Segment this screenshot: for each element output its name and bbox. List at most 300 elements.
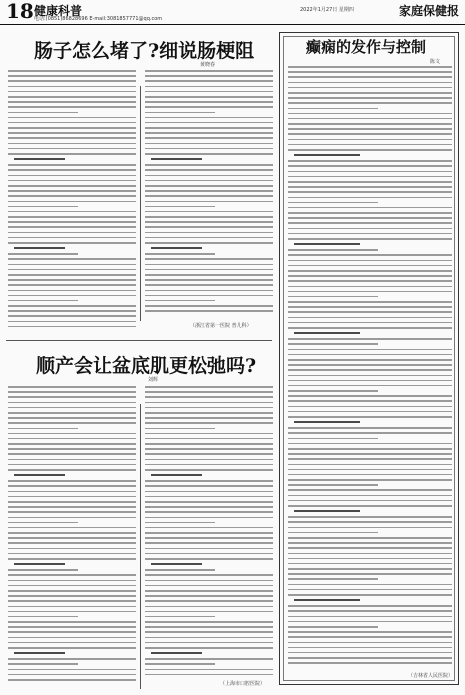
text-line-placeholder: [8, 305, 136, 307]
text-line-placeholder: [288, 474, 452, 476]
subheading-placeholder: [294, 332, 360, 334]
text-line-placeholder: [8, 96, 136, 98]
text-line-placeholder: [145, 491, 273, 493]
text-line-placeholder: [288, 626, 378, 628]
text-line-placeholder: [288, 311, 452, 313]
text-line-placeholder: [8, 585, 136, 587]
text-line-placeholder: [145, 532, 273, 534]
text-line-placeholder: [288, 97, 452, 99]
text-line-placeholder: [288, 254, 452, 256]
text-line-placeholder: [145, 402, 273, 404]
text-line-placeholder: [288, 568, 452, 570]
text-line-placeholder: [8, 501, 136, 503]
text-line-placeholder: [8, 86, 136, 88]
text-line-placeholder: [8, 485, 136, 487]
subheading-placeholder: [14, 563, 65, 565]
text-line-placeholder: [288, 222, 452, 224]
text-line-placeholder: [8, 412, 136, 414]
text-line-placeholder: [288, 458, 452, 460]
text-line-placeholder: [288, 181, 452, 183]
text-line-placeholder: [145, 264, 273, 266]
text-line-placeholder: [145, 616, 215, 618]
text-line-placeholder: [145, 127, 273, 129]
text-line-placeholder: [8, 153, 136, 155]
subheading-placeholder: [14, 652, 65, 654]
text-line-placeholder: [288, 369, 452, 371]
text-line-placeholder: [8, 606, 136, 608]
text-line-placeholder: [288, 505, 452, 507]
text-line-placeholder: [288, 249, 378, 251]
page-number: 18: [6, 0, 34, 23]
text-line-placeholder: [8, 669, 136, 671]
text-line-placeholder: [8, 175, 136, 177]
text-line-placeholder: [288, 563, 452, 565]
text-line-placeholder: [8, 137, 136, 139]
text-line-placeholder: [145, 75, 273, 77]
text-line-placeholder: [8, 75, 136, 77]
text-line-placeholder: [288, 270, 452, 272]
text-line-placeholder: [288, 521, 452, 523]
text-line-placeholder: [288, 202, 378, 204]
text-line-placeholder: [288, 207, 452, 209]
text-line-placeholder: [288, 479, 452, 481]
text-line-placeholder: [145, 407, 273, 409]
text-line-placeholder: [8, 453, 136, 455]
text-line-placeholder: [288, 647, 452, 649]
text-line-placeholder: [8, 274, 136, 276]
text-line-placeholder: [288, 375, 452, 377]
text-line-placeholder: [8, 438, 136, 440]
text-line-placeholder: [8, 637, 136, 639]
text-line-placeholder: [288, 495, 452, 497]
article-body-epilepsy: [288, 66, 452, 666]
text-line-placeholder: [8, 402, 136, 404]
contact-info: 电话:(0851)86828696 E-mail:3081857771@qq.com: [34, 16, 163, 22]
text-line-placeholder: [288, 594, 452, 596]
text-line-placeholder: [288, 260, 452, 262]
text-line-placeholder: [8, 164, 136, 166]
text-line-placeholder: [8, 417, 136, 419]
subheading-placeholder: [294, 154, 360, 156]
text-line-placeholder: [145, 180, 273, 182]
text-line-placeholder: [8, 595, 136, 597]
text-line-placeholder: [8, 143, 136, 145]
article-title-pelvic: 顺产会让盆底肌更松弛吗?: [36, 355, 257, 377]
text-line-placeholder: [288, 364, 452, 366]
text-line-placeholder: [145, 91, 273, 93]
text-line-placeholder: [8, 127, 136, 129]
text-line-placeholder: [8, 117, 136, 119]
text-line-placeholder: [288, 532, 378, 534]
text-line-placeholder: [288, 228, 452, 230]
text-line-placeholder: [288, 578, 378, 580]
text-line-placeholder: [145, 631, 273, 633]
text-line-placeholder: [145, 185, 273, 187]
text-line-placeholder: [8, 532, 136, 534]
text-line-placeholder: [8, 300, 78, 302]
article-body-pelvic-col1: [8, 386, 136, 687]
text-line-placeholder: [145, 143, 273, 145]
paper-name: 家庭保健报: [398, 4, 459, 18]
text-line-placeholder: [145, 386, 273, 388]
text-line-placeholder: [288, 322, 452, 324]
text-line-placeholder: [145, 606, 273, 608]
text-line-placeholder: [288, 87, 452, 89]
article-source-intestine: （浙江省第一医院 普儿科）: [190, 323, 252, 329]
text-line-placeholder: [288, 327, 452, 329]
text-line-placeholder: [145, 647, 273, 649]
text-line-placeholder: [8, 658, 136, 660]
text-line-placeholder: [8, 290, 136, 292]
text-line-placeholder: [288, 411, 452, 413]
text-line-placeholder: [145, 548, 273, 550]
text-line-placeholder: [288, 165, 452, 167]
text-line-placeholder: [288, 642, 452, 644]
text-line-placeholder: [288, 359, 452, 361]
text-line-placeholder: [288, 275, 452, 277]
article-byline-epilepsy: 陈文: [430, 59, 441, 65]
text-line-placeholder: [288, 395, 452, 397]
text-line-placeholder: [288, 527, 452, 529]
text-line-placeholder: [288, 537, 452, 539]
text-line-placeholder: [288, 553, 452, 555]
column-divider: [140, 404, 141, 689]
subheading-placeholder: [151, 474, 202, 476]
text-line-placeholder: [8, 537, 136, 539]
text-line-placeholder: [288, 636, 452, 638]
text-line-placeholder: [145, 480, 273, 482]
text-line-placeholder: [8, 517, 136, 519]
text-line-placeholder: [8, 112, 78, 114]
text-line-placeholder: [288, 186, 452, 188]
subheading-placeholder: [294, 243, 360, 245]
text-line-placeholder: [288, 573, 452, 575]
text-line-placeholder: [288, 589, 452, 591]
text-line-placeholder: [145, 448, 273, 450]
text-line-placeholder: [8, 226, 136, 228]
text-line-placeholder: [8, 201, 136, 203]
text-line-placeholder: [288, 317, 452, 319]
text-line-placeholder: [145, 101, 273, 103]
text-line-placeholder: [288, 464, 452, 466]
text-line-placeholder: [145, 595, 273, 597]
text-line-placeholder: [145, 517, 273, 519]
text-line-placeholder: [145, 542, 273, 544]
text-line-placeholder: [8, 122, 136, 124]
text-line-placeholder: [8, 180, 136, 182]
text-line-placeholder: [8, 169, 136, 171]
text-line-placeholder: [145, 600, 273, 602]
text-line-placeholder: [145, 137, 273, 139]
text-line-placeholder: [288, 212, 452, 214]
text-line-placeholder: [8, 480, 136, 482]
text-line-placeholder: [288, 453, 452, 455]
text-line-placeholder: [288, 349, 452, 351]
text-line-placeholder: [8, 679, 136, 681]
text-line-placeholder: [145, 433, 273, 435]
text-line-placeholder: [288, 652, 452, 654]
text-line-placeholder: [288, 133, 452, 135]
text-line-placeholder: [145, 148, 273, 150]
article-body-pelvic-col2: [145, 386, 273, 678]
text-line-placeholder: [8, 101, 136, 103]
text-line-placeholder: [145, 485, 273, 487]
text-line-placeholder: [145, 506, 273, 508]
text-line-placeholder: [288, 484, 378, 486]
text-line-placeholder: [288, 469, 452, 471]
text-line-placeholder: [288, 448, 452, 450]
text-line-placeholder: [145, 175, 273, 177]
text-line-placeholder: [145, 626, 273, 628]
article-source-pelvic: （上海市口腔医院）: [220, 681, 266, 687]
text-line-placeholder: [288, 149, 452, 151]
section-divider: [6, 340, 272, 341]
text-line-placeholder: [8, 443, 136, 445]
text-line-placeholder: [145, 216, 273, 218]
text-line-placeholder: [145, 117, 273, 119]
text-line-placeholder: [288, 113, 452, 115]
text-line-placeholder: [145, 585, 273, 587]
text-line-placeholder: [145, 295, 273, 297]
article-body-intestine-col1: [8, 70, 136, 332]
text-line-placeholder: [288, 296, 378, 298]
text-line-placeholder: [145, 106, 273, 108]
text-line-placeholder: [8, 315, 136, 317]
text-line-placeholder: [8, 132, 136, 134]
text-line-placeholder: [8, 284, 136, 286]
text-line-placeholder: [288, 516, 452, 518]
text-line-placeholder: [288, 380, 452, 382]
text-line-placeholder: [145, 70, 273, 72]
text-line-placeholder: [288, 71, 452, 73]
text-line-placeholder: [145, 190, 273, 192]
text-line-placeholder: [8, 511, 136, 513]
text-line-placeholder: [8, 590, 136, 592]
text-line-placeholder: [8, 491, 136, 493]
text-line-placeholder: [288, 108, 378, 110]
subheading-placeholder: [294, 599, 360, 601]
subheading-placeholder: [14, 247, 65, 249]
text-line-placeholder: [288, 197, 452, 199]
text-line-placeholder: [288, 280, 452, 282]
text-line-placeholder: [145, 122, 273, 124]
text-line-placeholder: [8, 553, 136, 555]
text-line-placeholder: [8, 548, 136, 550]
text-line-placeholder: [145, 580, 273, 582]
text-line-placeholder: [288, 542, 452, 544]
text-line-placeholder: [288, 432, 452, 434]
text-line-placeholder: [8, 580, 136, 582]
column-divider: [140, 86, 141, 321]
text-line-placeholder: [145, 290, 273, 292]
text-line-placeholder: [288, 662, 452, 664]
text-line-placeholder: [145, 553, 273, 555]
subheading-placeholder: [294, 510, 360, 512]
text-line-placeholder: [288, 584, 452, 586]
text-line-placeholder: [145, 422, 273, 424]
text-line-placeholder: [145, 258, 273, 260]
text-line-placeholder: [145, 396, 273, 398]
text-line-placeholder: [288, 500, 452, 502]
text-line-placeholder: [145, 669, 273, 671]
text-line-placeholder: [8, 674, 136, 676]
text-line-placeholder: [8, 469, 136, 471]
text-line-placeholder: [8, 195, 136, 197]
text-line-placeholder: [8, 522, 78, 524]
text-line-placeholder: [145, 527, 273, 529]
text-line-placeholder: [288, 92, 452, 94]
text-line-placeholder: [288, 489, 452, 491]
text-line-placeholder: [145, 658, 273, 660]
text-line-placeholder: [8, 626, 136, 628]
text-line-placeholder: [145, 537, 273, 539]
text-line-placeholder: [145, 132, 273, 134]
text-line-placeholder: [8, 569, 78, 571]
text-line-placeholder: [288, 385, 452, 387]
text-line-placeholder: [8, 448, 136, 450]
text-line-placeholder: [8, 326, 136, 328]
text-line-placeholder: [8, 386, 136, 388]
text-line-placeholder: [145, 412, 273, 414]
text-line-placeholder: [8, 611, 136, 613]
text-line-placeholder: [8, 574, 136, 576]
text-line-placeholder: [8, 616, 78, 618]
text-line-placeholder: [145, 443, 273, 445]
text-line-placeholder: [8, 232, 136, 234]
text-line-placeholder: [145, 501, 273, 503]
text-line-placeholder: [145, 590, 273, 592]
text-line-placeholder: [288, 128, 452, 130]
text-line-placeholder: [145, 496, 273, 498]
text-line-placeholder: [8, 148, 136, 150]
text-line-placeholder: [288, 605, 452, 607]
text-line-placeholder: [8, 558, 136, 560]
text-line-placeholder: [288, 547, 452, 549]
article-byline-pelvic: 刘辉: [148, 377, 159, 383]
text-line-placeholder: [288, 217, 452, 219]
subheading-placeholder: [14, 158, 65, 160]
text-line-placeholder: [8, 258, 136, 260]
text-line-placeholder: [145, 637, 273, 639]
text-line-placeholder: [288, 400, 452, 402]
text-line-placeholder: [8, 206, 78, 208]
text-line-placeholder: [145, 310, 273, 312]
text-line-placeholder: [145, 242, 273, 244]
text-line-placeholder: [288, 171, 452, 173]
text-line-placeholder: [8, 422, 136, 424]
text-line-placeholder: [288, 76, 452, 78]
text-line-placeholder: [288, 631, 452, 633]
text-line-placeholder: [8, 527, 136, 529]
text-line-placeholder: [8, 542, 136, 544]
text-line-placeholder: [288, 338, 452, 340]
text-line-placeholder: [288, 610, 452, 612]
subheading-placeholder: [151, 158, 202, 160]
text-line-placeholder: [288, 657, 452, 659]
text-line-placeholder: [145, 663, 215, 665]
text-line-placeholder: [288, 286, 452, 288]
text-line-placeholder: [145, 428, 215, 430]
text-line-placeholder: [145, 453, 273, 455]
text-line-placeholder: [145, 201, 273, 203]
text-line-placeholder: [8, 269, 136, 271]
text-line-placeholder: [8, 185, 136, 187]
text-line-placeholder: [8, 216, 136, 218]
text-line-placeholder: [8, 80, 136, 82]
text-line-placeholder: [145, 574, 273, 576]
subheading-placeholder: [151, 247, 202, 249]
text-line-placeholder: [288, 616, 452, 618]
page-header: [0, 0, 465, 25]
text-line-placeholder: [288, 82, 452, 84]
text-line-placeholder: [8, 295, 136, 297]
article-byline-intestine: 黄晓春: [200, 62, 216, 68]
text-line-placeholder: [145, 221, 273, 223]
article-body-intestine-col2: [145, 70, 273, 315]
text-line-placeholder: [145, 80, 273, 82]
text-line-placeholder: [8, 242, 136, 244]
text-line-placeholder: [8, 459, 136, 461]
text-line-placeholder: [288, 238, 452, 240]
text-line-placeholder: [8, 321, 136, 323]
subheading-placeholder: [14, 474, 65, 476]
text-line-placeholder: [145, 417, 273, 419]
text-line-placeholder: [145, 232, 273, 234]
text-line-placeholder: [8, 237, 136, 239]
text-line-placeholder: [288, 176, 452, 178]
text-line-placeholder: [8, 600, 136, 602]
text-line-placeholder: [8, 91, 136, 93]
text-line-placeholder: [145, 112, 215, 114]
text-line-placeholder: [145, 611, 273, 613]
text-line-placeholder: [8, 621, 136, 623]
text-line-placeholder: [8, 647, 136, 649]
text-line-placeholder: [288, 427, 452, 429]
text-line-placeholder: [145, 164, 273, 166]
text-line-placeholder: [288, 291, 452, 293]
text-line-placeholder: [8, 310, 136, 312]
text-line-placeholder: [8, 190, 136, 192]
text-line-placeholder: [288, 191, 452, 193]
article-title-epilepsy: 癫痫的发作与控制: [306, 38, 427, 56]
text-line-placeholder: [288, 139, 452, 141]
text-line-placeholder: [8, 106, 136, 108]
text-line-placeholder: [145, 558, 273, 560]
text-line-placeholder: [8, 464, 136, 466]
text-line-placeholder: [288, 301, 452, 303]
text-line-placeholder: [145, 211, 273, 213]
article-source-epilepsy: （吉林省人民医院）: [408, 673, 454, 679]
text-line-placeholder: [145, 169, 273, 171]
text-line-placeholder: [8, 396, 136, 398]
text-line-placeholder: [145, 522, 215, 524]
text-line-placeholder: [145, 96, 273, 98]
subheading-placeholder: [151, 563, 202, 565]
text-line-placeholder: [145, 206, 215, 208]
text-line-placeholder: [145, 642, 273, 644]
text-line-placeholder: [145, 86, 273, 88]
text-line-placeholder: [8, 70, 136, 72]
text-line-placeholder: [288, 66, 452, 68]
text-line-placeholder: [288, 306, 452, 308]
text-line-placeholder: [8, 211, 136, 213]
text-line-placeholder: [8, 496, 136, 498]
subheading-placeholder: [294, 421, 360, 423]
text-line-placeholder: [288, 343, 378, 345]
text-line-placeholder: [145, 438, 273, 440]
text-line-placeholder: [145, 464, 273, 466]
text-line-placeholder: [145, 279, 273, 281]
